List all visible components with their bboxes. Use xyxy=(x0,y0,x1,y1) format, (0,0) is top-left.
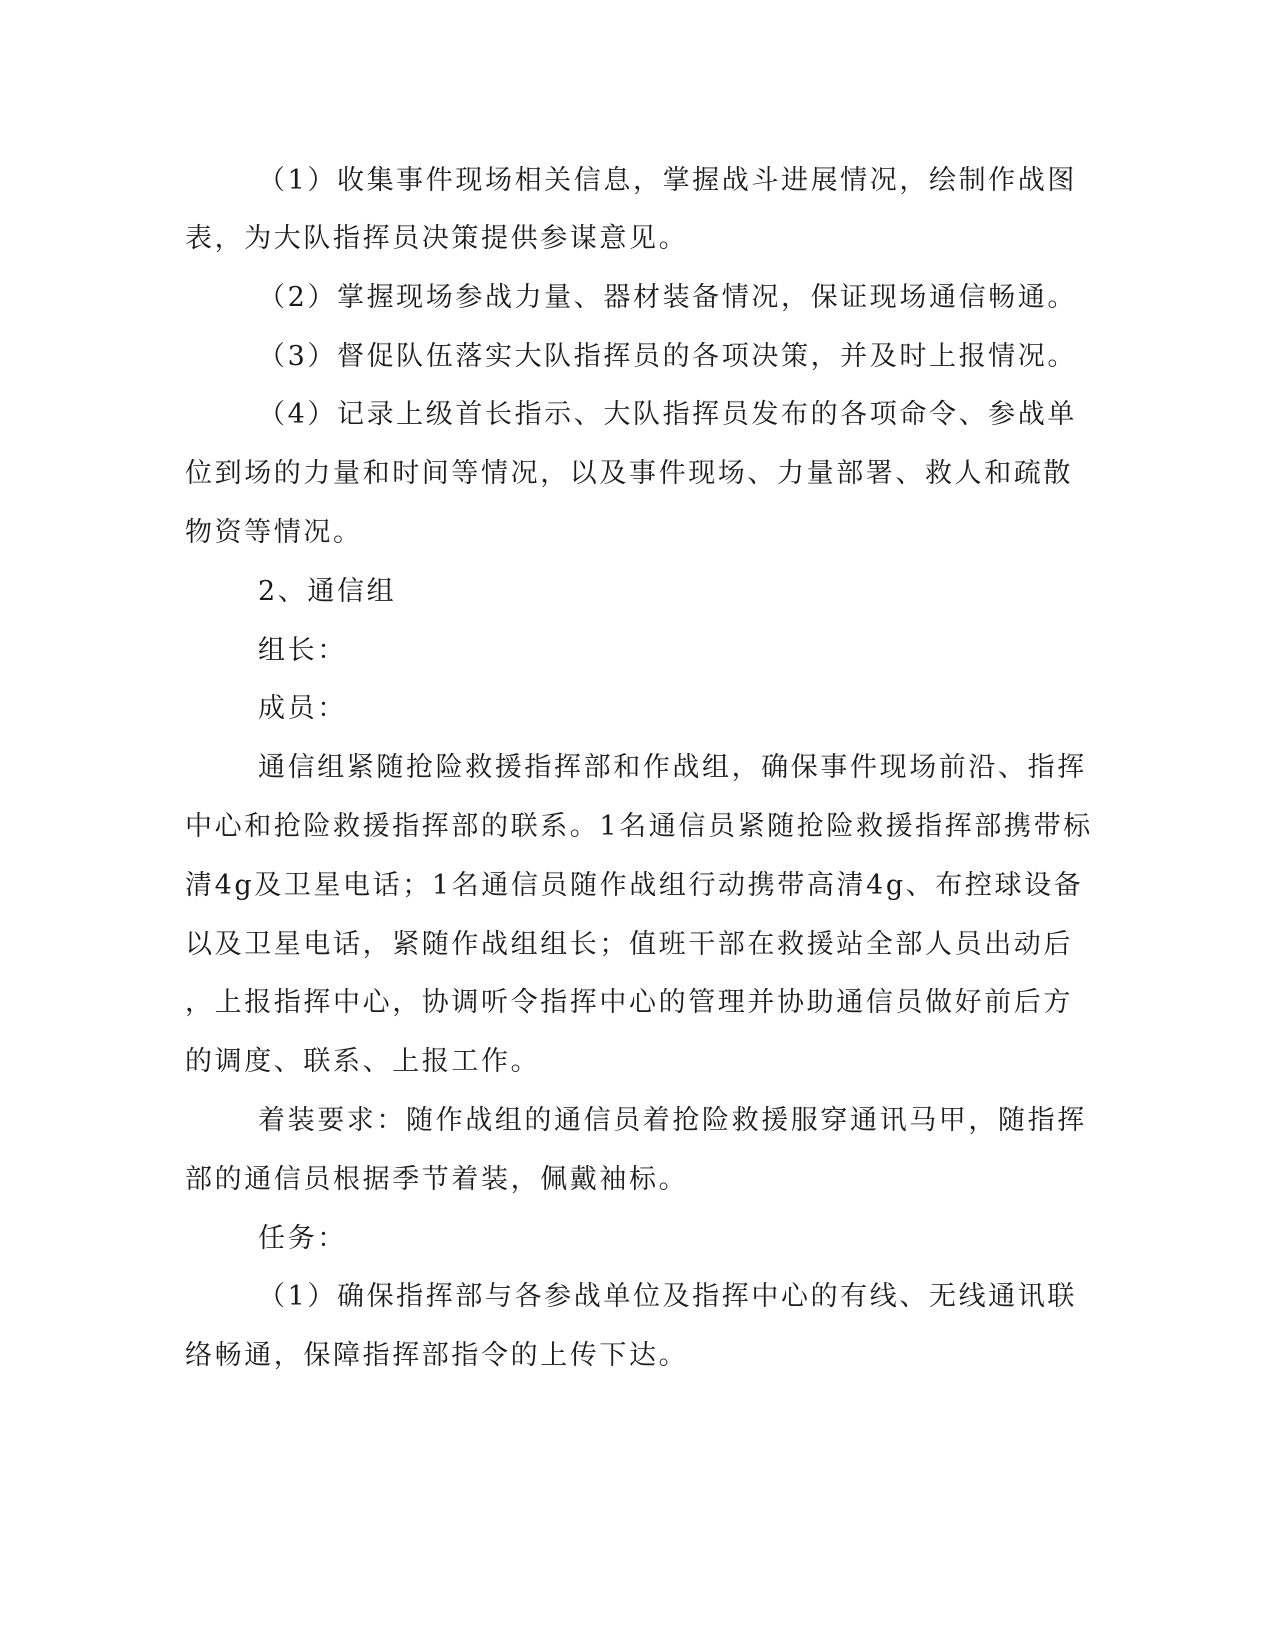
task-item-3: （3）督促队伍落实大队指挥员的各项决策，并及时上报情况。 xyxy=(258,341,1077,372)
group-members-label: 成员： xyxy=(258,693,347,724)
task-item-1-line-1: （1）收集事件现场相关信息，掌握战斗进展情况，绘制作战图 xyxy=(258,165,1077,196)
dress-requirement-line-1: 着装要求：随作战组的通信员着抢险救援服穿通讯马甲，随指挥 xyxy=(258,1105,1087,1136)
description-line-4: 以及卫星电话，紧随作战组组长；值班干部在救援站全部人员出动后 xyxy=(185,929,1073,960)
section-heading-communication-group: 2、通信组 xyxy=(258,576,397,607)
comm-task-1-line-2: 络畅通，保障指挥部指令的上传下达。 xyxy=(185,1340,689,1371)
description-line-2: 中心和抢险救援指挥部的联系。1名通信员紧随抢险救援指挥部携带标 xyxy=(185,811,1093,842)
comm-task-1-line-1: （1）确保指挥部与各参战单位及指挥中心的有线、无线通讯联 xyxy=(258,1281,1077,1312)
description-line-6: 的调度、联系、上报工作。 xyxy=(185,1046,541,1077)
task-item-1-line-2: 表，为大队指挥员决策提供参谋意见。 xyxy=(185,223,689,254)
task-item-4-line-1: （4）记录上级首长指示、大队指挥员发布的各项命令、参战单 xyxy=(258,399,1077,430)
dress-requirement-line-2: 部的通信员根据季节着装，佩戴袖标。 xyxy=(185,1164,689,1195)
task-item-4-line-2: 位到场的力量和时间等情况，以及事件现场、力量部署、救人和疏散 xyxy=(185,458,1073,489)
group-leader-label: 组长： xyxy=(258,635,347,666)
description-line-1: 通信组紧随抢险救援指挥部和作战组，确保事件现场前沿、指挥 xyxy=(258,752,1087,783)
description-line-5: ，上报指挥中心，协调听令指挥中心的管理并协助通信员做好前后方 xyxy=(185,987,1073,1018)
task-item-2: （2）掌握现场参战力量、器材装备情况，保证现场通信畅通。 xyxy=(258,282,1077,313)
task-item-4-line-3: 物资等情况。 xyxy=(185,517,363,548)
tasks-label: 任务： xyxy=(258,1223,347,1254)
description-line-3: 清4g及卫星电话；1名通信员随作战组行动携带高清4g、布控球设备 xyxy=(185,870,1084,901)
